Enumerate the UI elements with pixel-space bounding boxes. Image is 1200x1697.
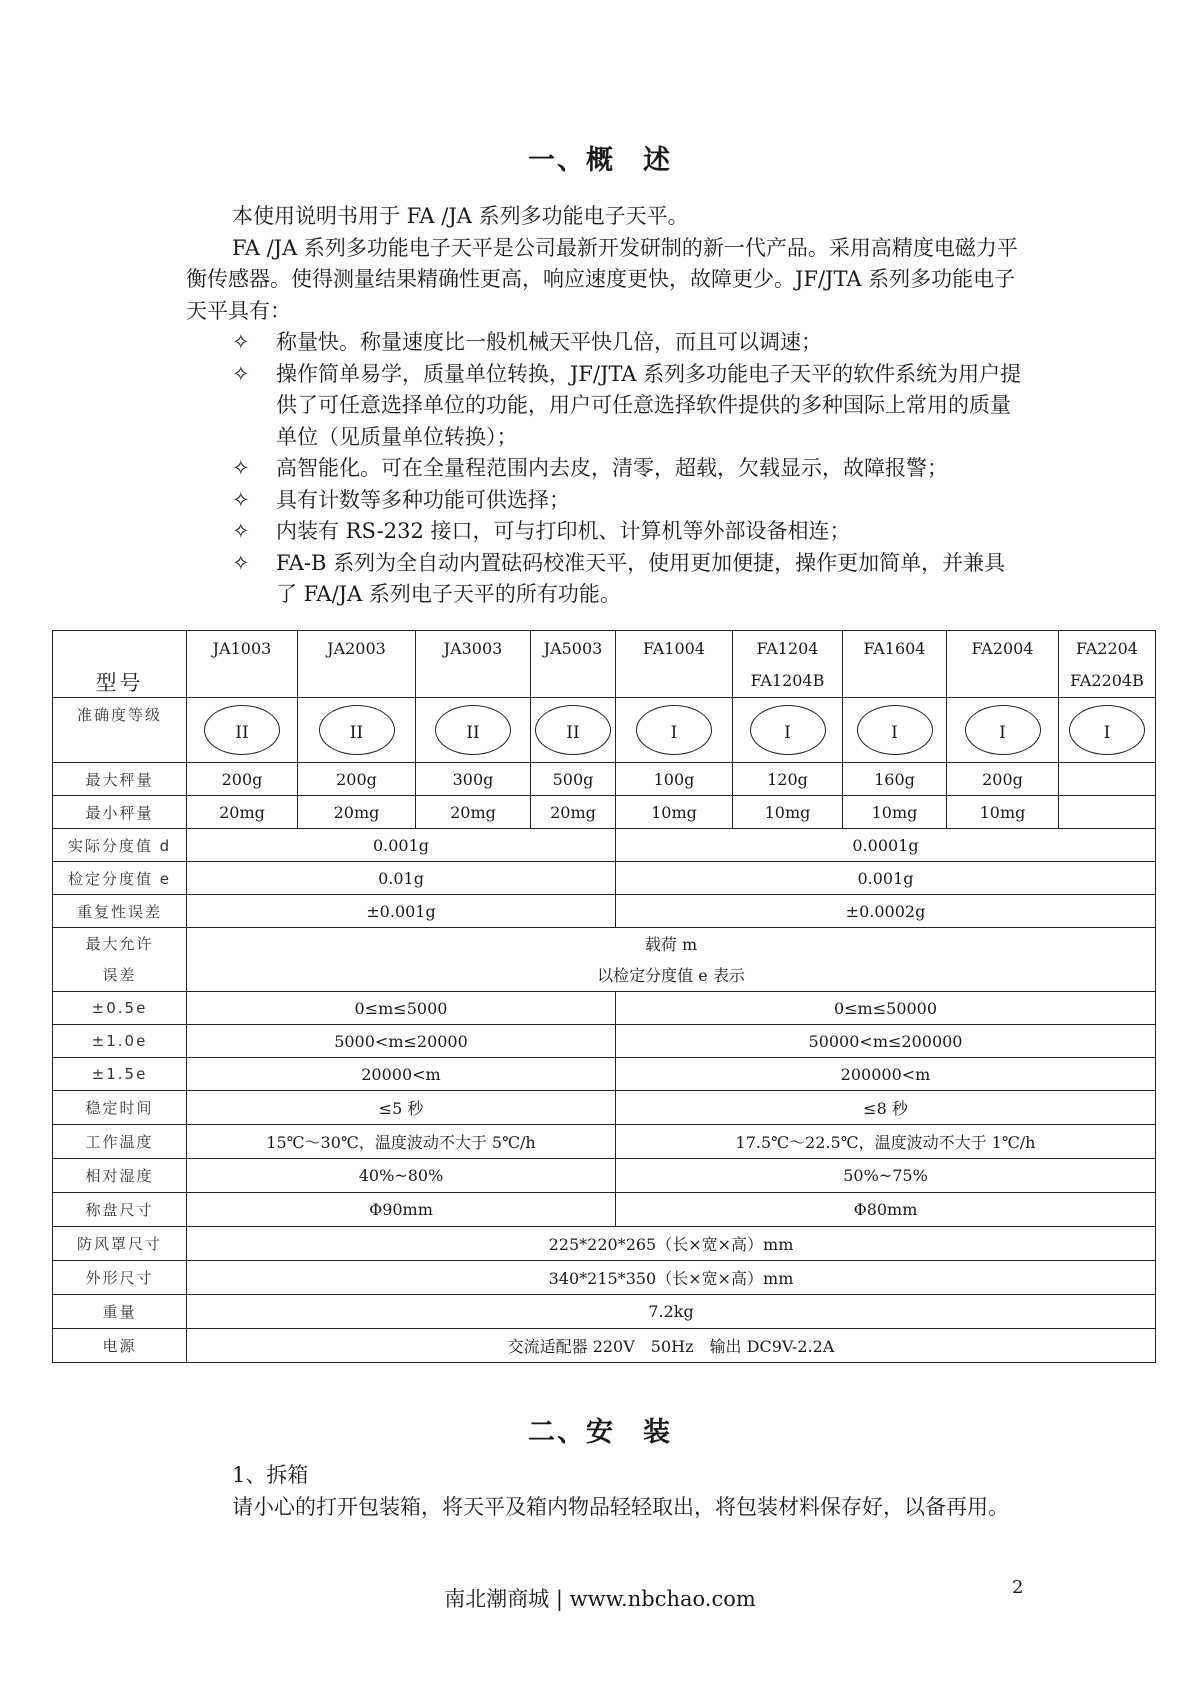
fa-value: 50%~75%	[616, 1159, 1156, 1193]
model-cell: FA1604	[843, 631, 947, 698]
accuracy-class-badge: I	[857, 705, 933, 755]
min-capacity-cell	[1059, 796, 1156, 829]
full-value: 交流适配器 220V 50Hz 输出 DC9V-2.2A	[187, 1329, 1156, 1363]
fa-value: ±0.0002g	[616, 895, 1156, 928]
install-text	[186, 1460, 1026, 1523]
spec-row	[53, 1091, 1156, 1125]
min-capacity-label: 最小秤量	[53, 796, 187, 829]
min-capacity-cell: 20mg	[416, 796, 531, 829]
feature-bullet: ✧ 内装有 RS-232 接口，可与打印机、计算机等外部设备相连；	[186, 516, 1026, 548]
max-capacity-cell: 200g	[947, 763, 1059, 796]
spec-row	[53, 829, 1156, 862]
accuracy-class-badge: II	[319, 705, 395, 755]
ja-value: Φ90mm	[187, 1193, 616, 1227]
spec-row	[53, 1125, 1156, 1159]
row-label: 工作温度	[53, 1125, 187, 1159]
accuracy-cell	[416, 698, 531, 763]
row-label: 外形尺寸	[53, 1261, 187, 1295]
min-capacity-cell: 10mg	[843, 796, 947, 829]
min-capacity-cell: 10mg	[947, 796, 1059, 829]
ja-value: ±0.001g	[187, 895, 616, 928]
feature-bullet: ✧ FA-B 系列为全自动内置砝码校准天平，使用更加便捷，操作更加简单，并兼具了 FA/JA 系列电子天平的所有功能。	[186, 548, 1026, 611]
model-cell: FA1204 FA1204B	[733, 631, 843, 698]
max-capacity-cell: 100g	[616, 763, 733, 796]
spec-row-full	[53, 1261, 1156, 1295]
row-label: 稳定时间	[53, 1091, 187, 1125]
subsection-heading: 1、拆箱	[232, 1463, 309, 1487]
spec-row-full	[53, 1295, 1156, 1329]
max-capacity-cell: 120g	[733, 763, 843, 796]
accuracy-cell	[947, 698, 1059, 763]
feature-bullet: ✧ 称量快。称量速度比一般机械天平快几倍，而且可以调速；	[186, 327, 1026, 359]
row-label: 防风罩尺寸	[53, 1227, 187, 1261]
spec-row	[53, 1025, 1156, 1058]
min-capacity-cell: 20mg	[298, 796, 416, 829]
ja-value: 15℃～30℃，温度波动不大于 5℃/h	[187, 1125, 616, 1159]
full-value: 7.2kg	[187, 1295, 1156, 1329]
ja-value: 0≤m≤5000	[187, 992, 616, 1025]
diamond-bullet-icon: ✧	[232, 550, 250, 575]
section-1-heading: 一、概 述	[528, 145, 672, 176]
min-capacity-row	[53, 796, 1156, 829]
max-capacity-cell: 500g	[531, 763, 616, 796]
accuracy-class-badge: I	[1069, 705, 1145, 755]
model-cell: JA3003	[416, 631, 531, 698]
spec-row	[53, 862, 1156, 895]
accuracy-cell	[1059, 698, 1156, 763]
accuracy-class-badge: I	[636, 705, 712, 755]
accuracy-cell	[616, 698, 733, 763]
ja-value: 0.01g	[187, 862, 616, 895]
page-footer: 南北潮商城 | www.nbchao.com	[444, 1587, 756, 1611]
feature-bullet: ✧ 操作简单易学，质量单位转换，JF/JTA 系列多功能电子天平的软件系统为用户提供了可任意选择单位的功能，用户可任意选择软件提供的多种国际上常用的质量单位（见质量单位转换）；	[186, 359, 1026, 454]
row-label: ±0.5e	[53, 992, 187, 1025]
fa-value: 0.001g	[616, 862, 1156, 895]
accuracy-cell	[733, 698, 843, 763]
row-label: 称盘尺寸	[53, 1193, 187, 1227]
model-cell: JA2003	[298, 631, 416, 698]
row-label: 重复性误差	[53, 895, 187, 928]
model-cell: JA5003	[531, 631, 616, 698]
fa-value: 50000<m≤200000	[616, 1025, 1156, 1058]
min-capacity-cell: 20mg	[531, 796, 616, 829]
diamond-bullet-icon: ✧	[232, 456, 250, 480]
ja-value: ≤5 秒	[187, 1091, 616, 1125]
max-capacity-cell: 300g	[416, 763, 531, 796]
diamond-bullet-icon: ✧	[232, 330, 250, 354]
row-label: 重量	[53, 1295, 187, 1329]
model-label: 型号	[53, 631, 187, 698]
row-label: 实际分度值 d	[53, 829, 187, 862]
spec-row-full	[53, 1329, 1156, 1363]
mpe-description: 载荷 m 以检定分度值 e 表示	[187, 928, 1156, 992]
max-capacity-cell: 160g	[843, 763, 947, 796]
max-capacity-row	[53, 763, 1156, 796]
accuracy-row	[53, 698, 1156, 763]
min-capacity-cell: 10mg	[616, 796, 733, 829]
accuracy-class-badge: I	[750, 705, 826, 755]
intro-line: 本使用说明书用于 FA /JA 系列多功能电子天平。	[232, 204, 689, 228]
ja-value: 20000<m	[187, 1058, 616, 1091]
spec-row	[53, 992, 1156, 1025]
accuracy-cell	[187, 698, 298, 763]
fa-value: Φ80mm	[616, 1193, 1156, 1227]
model-cell: FA2204 FA2204B	[1059, 631, 1156, 698]
row-label: ±1.5e	[53, 1058, 187, 1091]
accuracy-class-badge: II	[204, 705, 280, 755]
feature-bullet: ✧ 高智能化。可在全量程范围内去皮，清零，超载，欠载显示，故障报警；	[186, 453, 1026, 485]
row-label: 电源	[53, 1329, 187, 1363]
accuracy-cell	[843, 698, 947, 763]
accuracy-class-badge: II	[435, 705, 511, 755]
specification-table	[52, 630, 1156, 1363]
feature-bullet: ✧ 具有计数等多种功能可供选择；	[186, 485, 1026, 517]
full-value: 340*215*350（长×宽×高）mm	[187, 1261, 1156, 1295]
max-capacity-cell	[1059, 763, 1156, 796]
diamond-bullet-icon: ✧	[232, 361, 250, 386]
max-capacity-cell: 200g	[298, 763, 416, 796]
fa-value: 200000<m	[616, 1058, 1156, 1091]
accuracy-class-badge: I	[965, 705, 1041, 755]
fa-value: ≤8 秒	[616, 1091, 1156, 1125]
row-label: 相对湿度	[53, 1159, 187, 1193]
row-label: 检定分度值 e	[53, 862, 187, 895]
overview-text	[186, 201, 1026, 611]
min-capacity-cell: 10mg	[733, 796, 843, 829]
spec-row	[53, 895, 1156, 928]
accuracy-label: 准确度等级	[53, 698, 187, 763]
row-label: ±1.0e	[53, 1025, 187, 1058]
spec-row	[53, 1193, 1156, 1227]
ja-value: 0.001g	[187, 829, 616, 862]
model-cell: FA1004	[616, 631, 733, 698]
spec-row-full	[53, 1227, 1156, 1261]
full-value: 225*220*265（长×宽×高）mm	[187, 1227, 1156, 1261]
intro-paragraph: FA /JA 系列多功能电子天平是公司最新开发研制的新一代产品。采用高精度电磁力平衡传感器。使得测量结果精确性更高，响应速度更快，故障更少。JF/JTA 系列多功能电子天平具有：	[186, 235, 1018, 323]
mpe-label: 最大允许 误差	[53, 928, 187, 992]
spec-row	[53, 1058, 1156, 1091]
ja-value: 5000<m≤20000	[187, 1025, 616, 1058]
accuracy-class-badge: II	[535, 705, 611, 755]
max-capacity-cell: 200g	[187, 763, 298, 796]
page-number: 2	[1012, 1577, 1024, 1598]
section-2-heading: 二、安 装	[528, 1417, 672, 1448]
diamond-bullet-icon: ✧	[232, 519, 250, 543]
model-row	[53, 631, 1156, 698]
max-capacity-label: 最大秤量	[53, 763, 187, 796]
model-cell: JA1003	[187, 631, 298, 698]
ja-value: 40%~80%	[187, 1159, 616, 1193]
fa-value: 0≤m≤50000	[616, 992, 1156, 1025]
spec-row	[53, 1159, 1156, 1193]
unpacking-paragraph: 请小心的打开包装箱，将天平及箱内物品轻轻取出，将包装材料保存好，以备再用。	[232, 1494, 1009, 1519]
accuracy-cell	[531, 698, 616, 763]
min-capacity-cell: 20mg	[187, 796, 298, 829]
mpe-row	[53, 928, 1156, 992]
fa-value: 0.0001g	[616, 829, 1156, 862]
diamond-bullet-icon: ✧	[232, 487, 250, 512]
model-cell: FA2004	[947, 631, 1059, 698]
fa-value: 17.5℃～22.5℃，温度波动不大于 1℃/h	[616, 1125, 1156, 1159]
accuracy-cell	[298, 698, 416, 763]
